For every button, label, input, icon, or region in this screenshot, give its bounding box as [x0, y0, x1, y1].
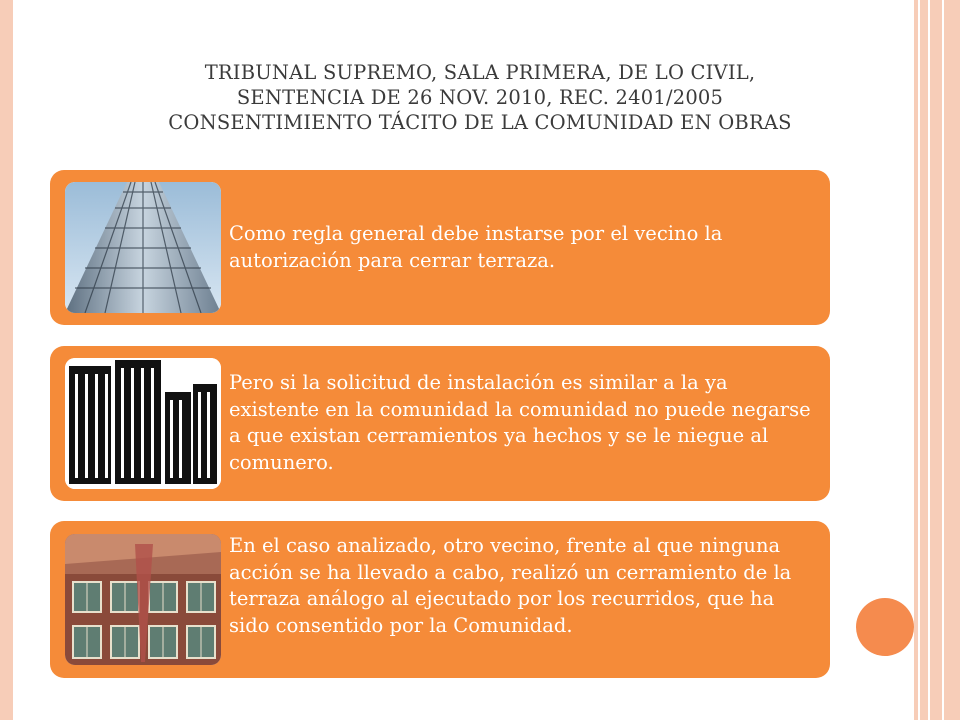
slide-frame-right — [914, 0, 960, 720]
glass-skyscraper-photo — [65, 182, 221, 313]
slide-frame-left — [0, 0, 13, 720]
decorative-circle — [856, 598, 914, 656]
list-item — [50, 346, 830, 501]
brick-facade-photo — [65, 534, 221, 665]
item-text: En el caso analizado, otro vecino, frente al que ninguna acción se ha llevado a cabo, realizó un cerramiento de la terraza análogo al ejecutado por los recurridos, que ha sido consentido por la Comunidad. — [229, 534, 792, 637]
list-item — [50, 170, 830, 325]
title-line: TRIBUNAL SUPREMO, SALA PRIMERA, DE LO CIVIL, — [204, 61, 756, 84]
building-silhouette-icon — [65, 358, 221, 489]
list-item — [50, 521, 830, 678]
title-line: CONSENTIMIENTO TÁCITO DE LA COMUNIDAD EN OBRAS — [168, 111, 792, 134]
item-text: Como regla general debe instarse por el vecino la autorización para cerrar terraza. — [229, 222, 723, 272]
slide-title — [40, 60, 920, 135]
item-text: Pero si la solicitud de instalación es similar a la ya existente en la comunidad la comunidad no puede negarse a que existan cerramientos ya hechos y se le niegue al comunero. — [229, 371, 811, 474]
title-line: SENTENCIA DE 26 NOV. 2010, REC. 2401/2005 — [236, 86, 724, 109]
